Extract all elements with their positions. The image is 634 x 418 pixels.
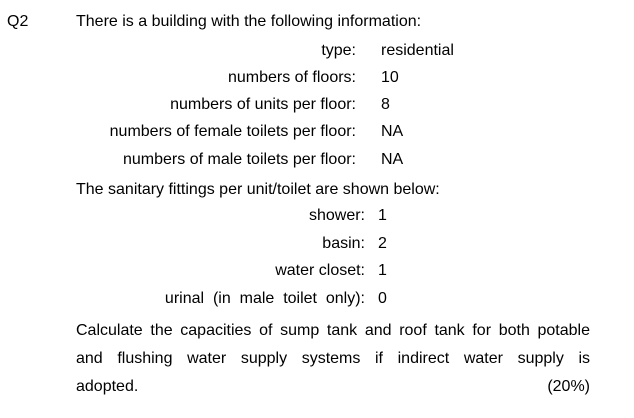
- task-line: Calculate the capacities of sump tank and roof tank for both potable: [76, 322, 590, 339]
- info-row-floors: [0, 68, 634, 88]
- info-label: numbers of units per floor:: [170, 96, 356, 113]
- info-value: 10: [381, 69, 399, 86]
- info-value: residential: [381, 42, 454, 59]
- fitting-label: urinal (in male toilet only):: [164, 290, 365, 307]
- info-value: 8: [381, 96, 390, 113]
- fitting-row-basin: [0, 234, 634, 254]
- info-label: numbers of female toilets per floor:: [109, 123, 356, 140]
- info-label: numbers of male toilets per floor:: [123, 151, 356, 168]
- info-label: numbers of floors:: [227, 69, 356, 86]
- info-row-type: [0, 41, 634, 61]
- info-value: NA: [381, 123, 404, 140]
- task-line: and flushing water supply systems if indirect water supply is: [76, 350, 590, 367]
- task-paragraph: [76, 317, 590, 401]
- info-value: NA: [381, 151, 404, 168]
- question-intro: There is a building with the following information:: [76, 13, 422, 30]
- fitting-row-water-closet: [0, 261, 634, 281]
- question-label: Q2: [7, 13, 29, 30]
- fitting-row-shower: [0, 206, 634, 226]
- fitting-value: 0: [378, 290, 387, 307]
- info-row-units: [0, 95, 634, 115]
- info-row-female-toilets: [0, 122, 634, 142]
- fitting-value: 2: [378, 235, 387, 252]
- info-label: type:: [321, 42, 356, 59]
- info-row-male-toilets: [0, 150, 634, 170]
- fitting-value: 1: [378, 262, 387, 279]
- marks: (20%): [547, 378, 590, 395]
- task-line: adopted.: [76, 378, 139, 395]
- task-last-line: [76, 373, 590, 401]
- fitting-label: shower:: [308, 207, 365, 224]
- fitting-label: water closet:: [275, 262, 365, 279]
- fitting-row-urinal: [0, 289, 634, 309]
- fittings-intro: The sanitary fittings per unit/toilet are shown below:: [76, 181, 440, 198]
- fitting-label: basin:: [322, 235, 365, 252]
- fitting-value: 1: [378, 207, 387, 224]
